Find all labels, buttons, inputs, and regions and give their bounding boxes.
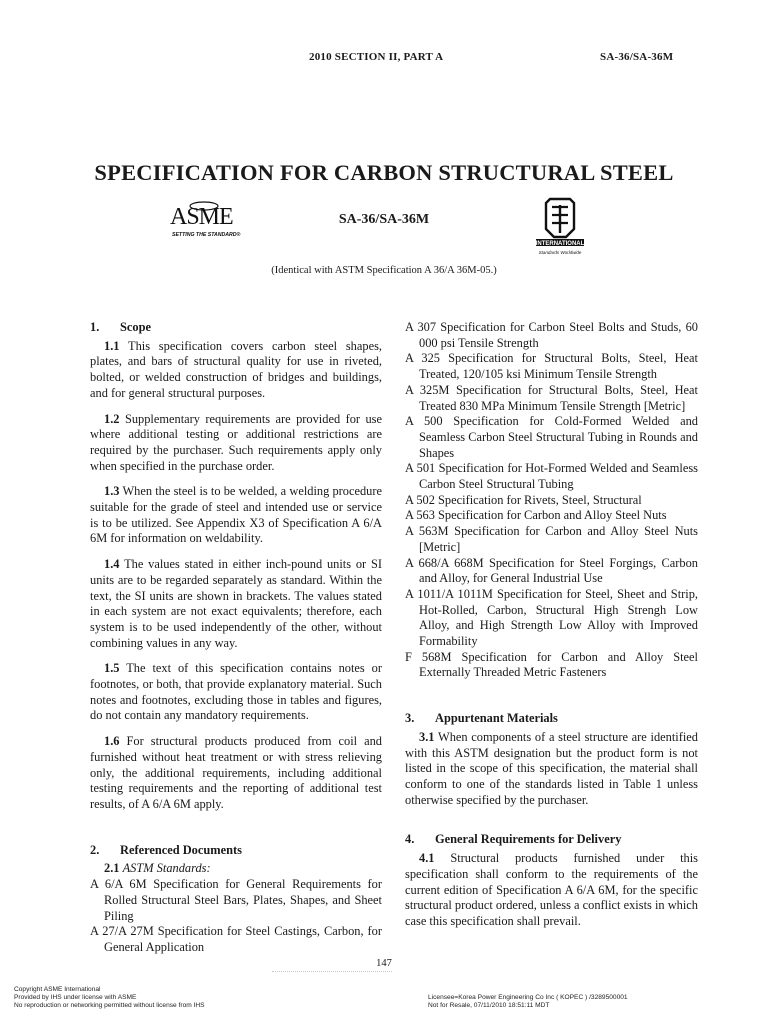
section-heading-appurtenant-materials: 3. Appurtenant Materials: [405, 711, 558, 726]
footer-line: Not for Resale, 07/11/2010 18:51:11 MDT: [428, 1002, 550, 1009]
reference-item: A 1011/A 1011M Specification for Steel, Sheet and Strip, Hot-Rolled, Carbon, Structural High Strengh Low Alloy, and High Strength Low Alloy with Improved Formability: [405, 586, 698, 649]
reference-item: A 6/A 6M Specification for General Requirements for Rolled Structural Steel Bars, Plates, Shapes, and Sheet Piling: [90, 877, 382, 923]
svg-text:INTERNATIONAL: INTERNATIONAL: [535, 241, 585, 247]
divider: [272, 971, 392, 973]
page-title: SPECIFICATION FOR CARBON STRUCTURAL STEEL: [94, 160, 674, 185]
section-heading-referenced-documents: 2. Referenced Documents: [90, 842, 242, 857]
reference-item: A 668/A 668M Specification for Steel Forgings, Carbon and Alloy, for General Industrial Use: [405, 555, 698, 586]
reference-item: A 325M Specification for Structural Bolts, Steel, Heat Treated 830 MPa Minimum Tensile Strength [Metric]: [405, 382, 698, 413]
footer-line: Provided by IHS under license with ASME: [14, 994, 137, 1001]
footer-line: Licensee=Korea Power Engineering Co Inc ( KOPEC ) /3289500001: [428, 994, 628, 1001]
svg-text:ASME: ASME: [170, 204, 233, 230]
paragraph-1-3: 1.3 When the steel is to be welded, a welding procedure suitable for the grade of steel and intended use or service is to be utilized. See Appendix X3 of Specification A 6/A 6M for information on weldability.: [90, 484, 383, 546]
right-column: [405, 320, 698, 930]
svg-text:Standards Worldwide: Standards Worldwide: [538, 250, 582, 255]
reference-item: A 563M Specification for Carbon and Alloy Steel Nuts [Metric]: [405, 524, 698, 554]
reference-item: A 563 Specification for Carbon and Alloy Steel Nuts: [405, 508, 667, 523]
reference-item: A 307 Specification for Carbon Steel Bolts and Studs, 60 000 psi Tensile Strength: [405, 320, 698, 350]
paragraph-3-1: 3.1 When components of a steel structure are identified with this ASTM designation but the product form is not listed in the scope of this specification, the material shall conform to one of the standards listed in Table 1 unless otherwise specified by the purchaser.: [405, 729, 698, 807]
footer-line: No reproduction or networking permitted without license from IHS: [14, 1002, 205, 1009]
paragraph-1-5: 1.5 The text of this specification contains notes or footnotes, or both, that provide explanatory material. Such notes and footnotes, excluding those in tables and figures, do not contain any mandatory requirements.: [90, 661, 383, 723]
running-head-section: 2010 SECTION II, PART A: [309, 51, 444, 63]
reference-item: A 502 Specification for Rivets, Steel, Structural: [405, 492, 642, 507]
section-heading-delivery: 4. General Requirements for Delivery: [405, 832, 622, 847]
footer-copyright: [14, 986, 205, 1010]
paragraph-1-2: 1.2 Supplementary requirements are provided for use where additional testing or additional restrictions are required by the purchaser. Such requirements apply only when specified in the purchase order.: [90, 411, 382, 473]
reference-item: A 501 Specification for Hot-Formed Welded and Seamless Carbon Steel Structural Tubing: [405, 461, 698, 492]
reference-item: F 568M Specification for Carbon and Alloy Steel Externally Threaded Metric Fasteners: [405, 649, 698, 680]
footer-line: Copyright ASME International: [14, 986, 101, 993]
paragraph-2-1: 2.1 ASTM Standards:: [104, 861, 211, 876]
paragraph-1-6: 1.6 For structural products produced from coil and furnished without heat treatment or with stress relieving only, the additional requirements, including additional testing requirements and the reporting of additional test results, of A 6/A 6M apply.: [90, 734, 382, 811]
astm-logo: [530, 197, 590, 259]
section-heading-scope: 1. Scope: [90, 320, 151, 334]
identical-note: (Identical with ASTM Specification A 36/A 36M-05.): [271, 265, 497, 276]
running-head-designation: SA-36/SA-36M: [600, 51, 674, 63]
page-number: 147: [376, 958, 392, 969]
left-column: [90, 320, 382, 956]
paragraph-1-4: 1.4 The values stated in either inch-pound units or SI units are to be regarded separately as standard. Within the text, the SI units are shown in brackets. The values stated in each system are not exact equivalents; therefore, each system is to be used independently of the other, without combining values in any way.: [90, 557, 382, 650]
footer-license: [428, 994, 628, 1010]
paragraph-1-1: 1.1 This specification covers carbon steel shapes, plates, and bars of structural quality for use in riveted, bolted, or welded construction of bridges and buildings, and for general structural purposes.: [90, 338, 382, 400]
reference-item: A 27/A 27M Specification for Steel Castings, Carbon, for General Application: [90, 924, 382, 954]
paragraph-4-1: 4.1 Structural products furnished under this specification shall conform to the requirements of the current edition of Specification A 6/A 6M, for the specific structural product ordered, unless a conflict exists in which case this specification shall prevail.: [405, 851, 698, 928]
svg-text:SETTING THE STANDARD®: SETTING THE STANDARD®: [172, 232, 241, 238]
designation: SA-36/SA-36M: [338, 212, 430, 227]
astm-logo-graphic: [530, 197, 590, 259]
reference-item: A 500 Specification for Cold-Formed Welded and Seamless Carbon Steel Structural Tubing in Rounds and Shapes: [405, 414, 698, 460]
reference-item: A 325 Specification for Structural Bolts, Steel, Heat Treated, 120/105 ksi Minimum Tensile Strength: [405, 351, 698, 382]
